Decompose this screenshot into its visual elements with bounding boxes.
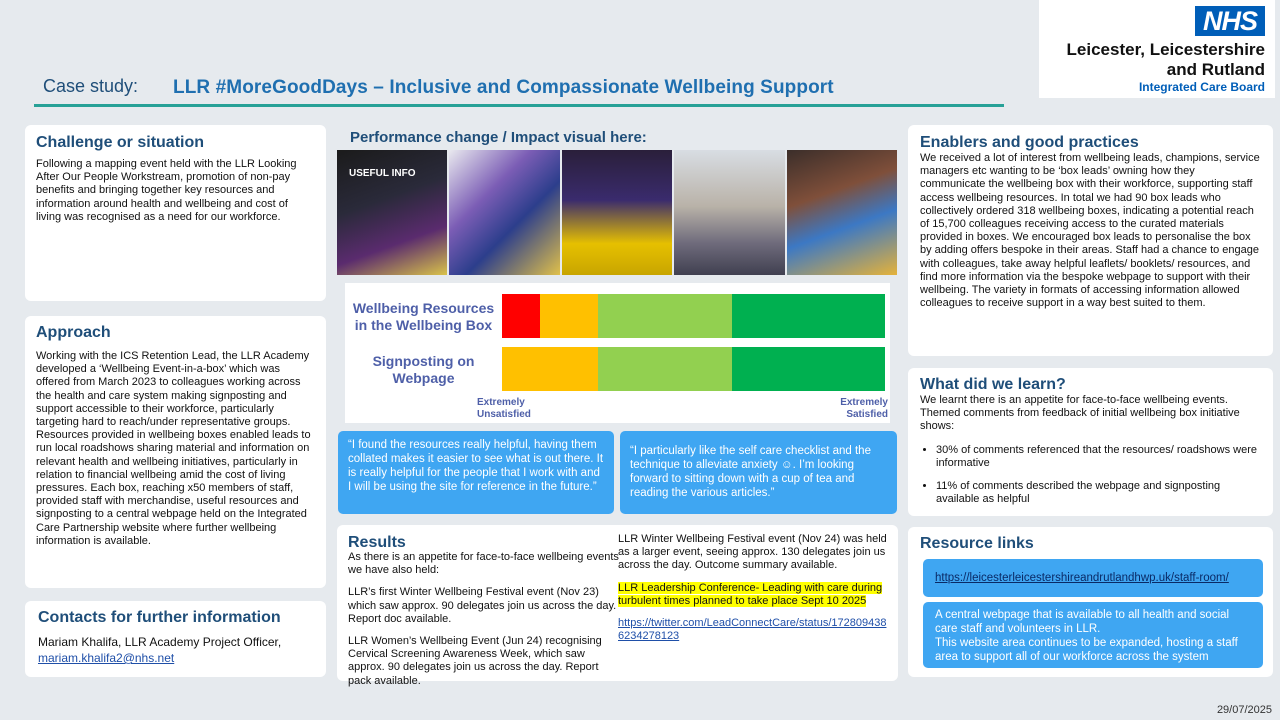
enablers-card: [908, 125, 1273, 356]
chart-bar-segment: [540, 294, 597, 338]
photo-display-board: [337, 150, 447, 275]
nhs-logo: [1039, 0, 1275, 98]
org-name: Leicester, Leicestershire and Rutland: [1066, 40, 1265, 79]
photo-leaflets: [449, 150, 559, 275]
enablers-text: We received a lot of interest from wellbeing leads, champions, service managers etc wanting to be ‘box leads’ owning how they communicate the wellbeing box with their workforce, supporting staff access wellbeing resources. In total we had 90 box leads who collectively ordered 318 wellbeing boxes, indicating a potential reach of 15,700 colleagues receiving access to the curated materials provided in boxes. We encouraged box leads to personalise the box by adding offers bespoke in their areas. Staff had a chance to engage with colleagues, take away helpful leaflets/ booklets/ resources, and find more information via the bespoke webpage to support with their wellbeing. The variety in formats of accessing information allowed colleagues to receive support in a way best suited to them.: [920, 152, 1260, 310]
chart-bar-segment: [502, 294, 540, 338]
chart-bar-segment: [732, 347, 885, 391]
chart-category-label: Wellbeing Resources in the Wellbeing Box: [352, 300, 495, 333]
learned-bullet: • 11% of comments described the webpage and signposting available as helpful: [936, 480, 1261, 506]
chart-bar-row: [502, 347, 885, 391]
resource-link-box: [923, 559, 1263, 597]
approach-card: [25, 316, 326, 588]
approach-text: Working with the ICS Retention Lead, the LLR Academy developed a ‘Wellbeing Event-in-a-box’ which was offered from March 2023 to colleagues working across the health and care system making signposting and support accessible to their workforce, particularly targeting hard to reach/under representative groups. Resources provided in wellbeing boxes enabled leads to run local roadshows sharing material and information on relevant health and wellbeing initiatives, particularly in relation to financial wellbeing amid the cost of living pressures. Each box, reaching x50 members of staff, provided staff with merchandise, useful resources and signposting to a central webpage held on the Integrated Care Partnership website where further wellbeing information is available.: [36, 350, 311, 547]
photo-resource-table: [787, 150, 897, 275]
challenge-text: Following a mapping event held with the LLR Looking After Our People Workstream, promotion of non-pay benefits and bringing together key resources and information around health and wellbeing and cost of living was recognised as a need for our workforce.: [36, 158, 297, 223]
twitter-link[interactable]: https://twitter.com/LeadConnectCare/status/1728094386234278123: [618, 617, 887, 643]
results-highlight: LLR Leadership Conference- Leading with care during turbulent times planned to take place Sept 10 2025: [618, 581, 883, 607]
org-subtitle: Integrated Care Board: [1138, 80, 1265, 94]
header-divider: [34, 104, 1004, 107]
impact-heading: Performance change / Impact visual here:: [350, 129, 647, 146]
footer-date: 29/07/2025: [1216, 704, 1272, 716]
results-left-column: [348, 551, 620, 688]
approach-heading: Approach: [36, 324, 111, 341]
chart-bar-row: [502, 294, 885, 338]
results-item: LLR Winter Wellbeing Festival event (Nov 24) was held as a larger event, seeing approx. 130 delegates join us across the day. Outcome summary available.: [618, 533, 887, 572]
contacts-heading: Contacts for further information: [38, 609, 281, 626]
learned-card: [908, 368, 1273, 516]
results-link-line: [618, 617, 890, 643]
results-heading: Results: [348, 534, 406, 551]
challenge-card: [25, 125, 326, 301]
chart-category-label: Signposting on Webpage: [372, 353, 475, 386]
contact-name: Mariam Khalifa, LLR Academy Project Officer,: [38, 635, 282, 649]
learned-intro: We learnt there is an appetite for face-to-face wellbeing events. Themed comments from feedback of initial wellbeing box initiative shows:: [920, 394, 1240, 433]
page-title: LLR #MoreGoodDays – Inclusive and Compassionate Wellbeing Support: [173, 77, 834, 98]
resources-heading: Resource links: [920, 535, 1034, 552]
learned-bullets: [920, 444, 1261, 507]
chart-scale-max-label: Extremely Satisfied: [840, 397, 888, 420]
results-card: [337, 525, 898, 687]
chart-scale-min-label: Extremely Unsatisfied: [477, 397, 531, 420]
photo-sign-text: USEFUL INFO: [349, 168, 416, 179]
chart-bar-segment: [598, 347, 732, 391]
chart-bar-segment: [732, 294, 885, 338]
photo-stall: [562, 150, 672, 275]
quote-box: “I found the resources really helpful, having them collated makes it easier to see what is out there. It is really helpful for the people that I work with and I will be using the site for reference in the future.”: [338, 431, 614, 514]
learned-bullet: • 30% of comments referenced that the resources/ roadshows were informative: [936, 444, 1261, 470]
staff-room-link[interactable]: https://leicesterleicestershireandrutlandhwp.uk/staff-room/: [935, 572, 1229, 584]
results-right-column: [618, 533, 890, 643]
resource-description: A central webpage that is available to all health and social care staff and volunteers in LLR.: [935, 609, 1230, 635]
quote-box: “I particularly like the self care checklist and the technique to alleviate anxiety ☺. I’m looking forward to sitting down with a cup of tea and reading the various articles.”: [620, 431, 897, 514]
contacts-card: [25, 601, 326, 677]
nhs-lozenge: NHS: [1195, 6, 1265, 36]
chart-bar-segment: [598, 294, 732, 338]
resource-description: This website area continues to be expanded, hosting a staff area to support all of our workforce across the system: [935, 637, 1238, 663]
case-study-label: Case study:: [43, 76, 139, 96]
chart-bar-segment: [502, 347, 598, 391]
results-item: LLR Women’s Wellbeing Event (Jun 24) recognising Cervical Screening Awareness Week, which saw approx. 90 delegates join us across the day. Report pack available.: [348, 635, 602, 687]
resource-description-box: [923, 602, 1263, 668]
enablers-heading: Enablers and good practices: [920, 134, 1139, 151]
impact-photo-strip: [337, 150, 897, 275]
results-intro: As there is an appetite for face-to-face wellbeing events we have also held:: [348, 551, 619, 577]
photo-crowd: [674, 150, 784, 275]
contact-email-link[interactable]: mariam.khalifa2@nhs.net: [38, 651, 175, 665]
challenge-heading: Challenge or situation: [36, 134, 205, 151]
results-item: LLR’s first Winter Wellbeing Festival event (Nov 23) which saw approx. 90 delegates join us across the day. Report doc available.: [348, 586, 617, 625]
satisfaction-chart: [345, 283, 890, 423]
learned-heading: What did we learn?: [920, 376, 1066, 393]
